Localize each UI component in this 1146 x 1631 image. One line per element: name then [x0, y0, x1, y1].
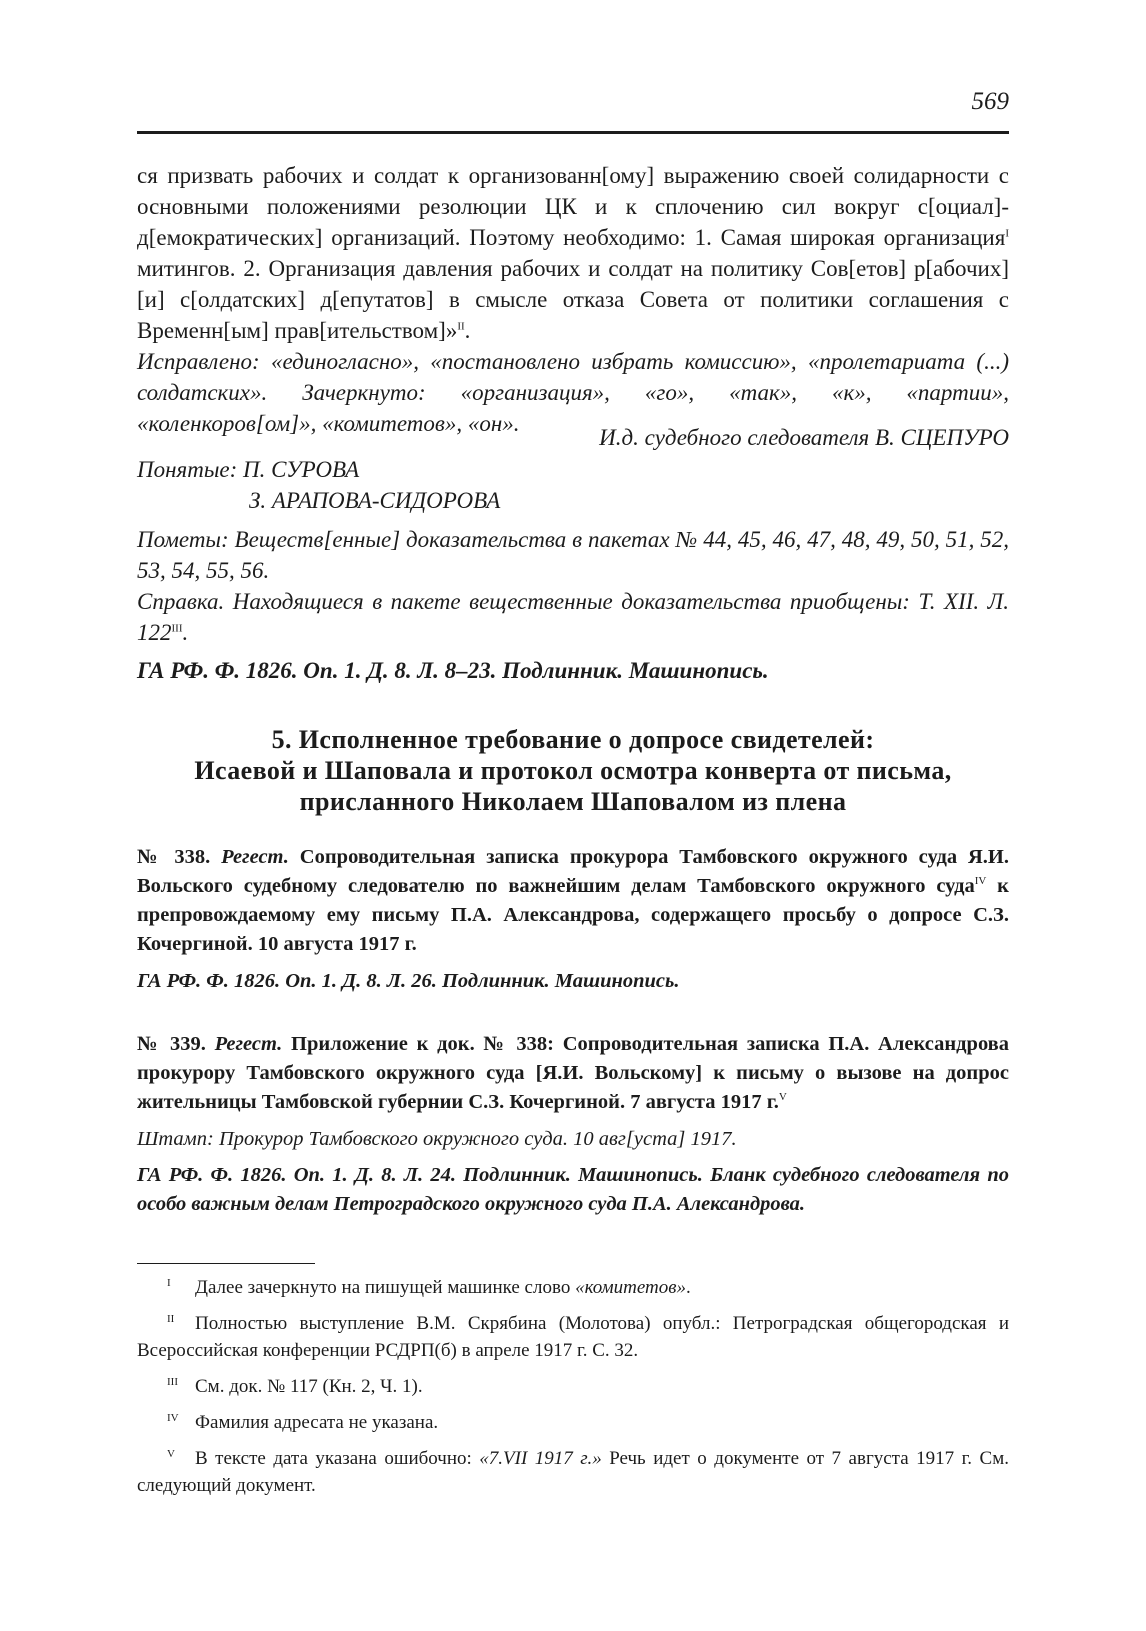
footnote: III См. док. № 117 (Кн. 2, Ч. 1). [167, 1375, 423, 1397]
footnote-ref[interactable]: IV [974, 875, 987, 888]
regest-text: Сопроводительная записка прокурора Тамбовского окружного суда Я.И. Вольского судебному следователю по важнейшим делам Тамбовского окружного суда [137, 846, 1010, 897]
doc-number: № 339. [137, 1033, 206, 1055]
regest-label: Регест. [214, 1033, 283, 1055]
footnotes-list [137, 1274, 1009, 1508]
regest-text-cont: к препровождаемому ему письму П.А. Александрова, содержащего просьбу о допросе С.З. Кочергиной. 10 августа 1917 г. [137, 875, 1009, 955]
doc-number: № 338. [137, 846, 211, 868]
archive-citation-338: ГА РФ. Ф. 1826. Оп. 1. Д. 8. Л. 26. Подлинник. Машинопись. [137, 970, 680, 992]
footnote-ref[interactable]: I [1005, 227, 1009, 240]
header-rule [137, 131, 1009, 134]
document-338-regest [137, 843, 1009, 959]
witnesses-block [137, 454, 1009, 516]
paragraph-continued [137, 160, 1009, 346]
reference-end: . [182, 620, 189, 645]
paragraph-end: . [464, 318, 471, 343]
section-heading-line-1: 5. Исполненное требование о допросе свидетелей: [271, 725, 875, 754]
footnote: II Полностью выступление В.М. Скрябина (Молотова) опубл.: Петроградская общегородская и Всероссийская конференции РСДРП(б) в апреле 1917 г. С. 32. [137, 1312, 1009, 1361]
corrections-text: Исправлено: «единогласно», «постановлено избрать комиссию», «пролетариата (...) солдатских». Зачеркнуто: «организация», «го», «так», «к», «партии», «коленкоров[ом]», «комитетов», «он». [137, 349, 1009, 436]
marks-note: Пометы: Веществ[енные] доказательства в пакетах № 44, 45, 46, 47, 48, 49, 50, 51, 52, 53, 54, 55, 56. [137, 527, 1009, 583]
footnote-ref[interactable]: II [457, 320, 465, 333]
archive-citation-339: ГА РФ. Ф. 1826. Оп. 1. Д. 8. Л. 24. Подлинник. Машинопись. Бланк судебного следователя по особо важным делам Петроградского окружного суда П.А. Александрова. [137, 1164, 1009, 1215]
footnote: I Далее зачеркнуто на пишущей машинке слово «комитетов». [167, 1276, 691, 1298]
section-heading [137, 724, 1009, 817]
footnote-ref[interactable]: V [778, 1091, 787, 1104]
section-heading-line-2: Исаевой и Шаповала и протокол осмотра конверта от письма, [194, 756, 952, 785]
page-number: 569 [971, 88, 1009, 115]
footnote-rule [137, 1263, 315, 1264]
regest-text: Приложение к док. № 338: Сопроводительная записка П.А. Александрова прокурору Тамбовского окружного суда [Я.И. Вольскому] к письму о вызове на допрос жительницы Тамбовской губернии С.З. Кочергиной. 7 августа 1917 г. [137, 1033, 1010, 1113]
witness-1: Понятые: П. СУРОВА [137, 457, 360, 482]
reference-note [137, 586, 1009, 648]
footnote: V В тексте дата указана ошибочно: «7.VII 1917 г.» Речь идет о документе от 7 августа 1917 г. См. следующий документ. [137, 1447, 1009, 1496]
paragraph-text-cont: митингов. 2. Организация давления рабочих и солдат на политику Сов[етов] р[абочих] [и] с[олдатских] д[епутатов] в смысле отказа Совета от политики соглашения с Временн[ым] прав[ительством]» [137, 256, 1009, 343]
reference-text: Справка. Находящиеся в пакете вещественные доказательства приобщены: Т. XII. Л. 122 [137, 589, 1009, 645]
paragraph-text: ся призвать рабочих и солдат к организованн[ому] выражению своей солидарности с основными положениями резолюции ЦК и к сплочению сил вокруг с[оциал]-д[емократических] организаций. Поэтому необходимо: 1. Самая широкая организация [137, 163, 1009, 250]
body-paragraph [137, 160, 1009, 346]
witness-2: З. АРАПОВА-СИДОРОВА [249, 488, 501, 513]
section-heading-line-3: присланного Николаем Шаповалом из плена [299, 787, 847, 816]
stamp-note: Штамп: Прокурор Тамбовского окружного суда. 10 авг[уста] 1917. [137, 1128, 737, 1150]
investigator-signature: И.д. судебного следователя В. СЦЕПУРО [599, 425, 1009, 450]
archive-citation-1: ГА РФ. Ф. 1826. Оп. 1. Д. 8. Л. 8–23. Подлинник. Машинопись. [137, 658, 769, 683]
document-339-regest [137, 1030, 1009, 1117]
footnote: IV Фамилия адресата не указана. [167, 1411, 439, 1433]
regest-label: Регест. [221, 846, 289, 868]
footnote-ref[interactable]: III [171, 622, 183, 635]
